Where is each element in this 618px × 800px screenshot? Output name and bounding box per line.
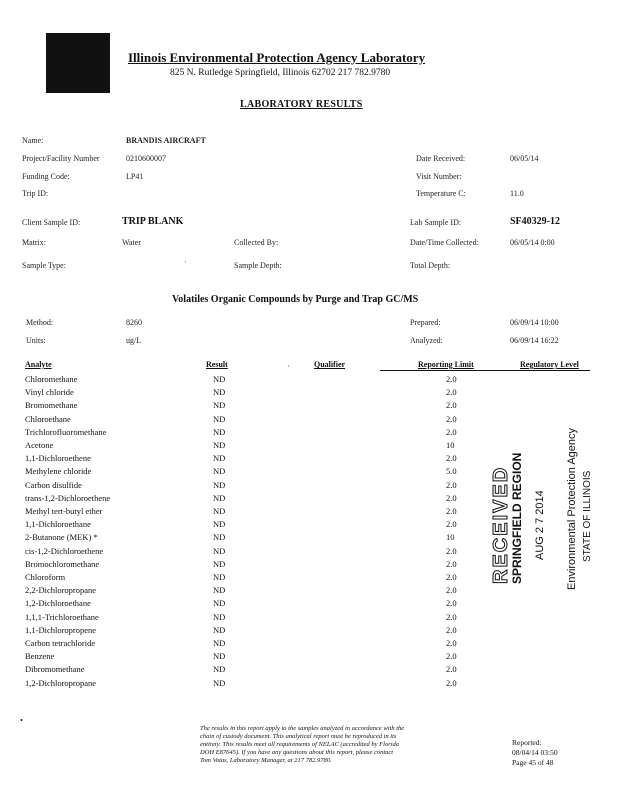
result-cell: ND bbox=[213, 585, 226, 596]
received-stamp: RECEIVED bbox=[490, 465, 512, 584]
collected-by-label: Collected By: bbox=[234, 238, 279, 247]
table-row bbox=[0, 572, 618, 585]
header-rule bbox=[380, 370, 590, 371]
result-cell: ND bbox=[213, 545, 226, 556]
limit-cell: 2.0 bbox=[446, 374, 457, 384]
result-cell: ND bbox=[213, 479, 226, 490]
limit-cell: 2.0 bbox=[446, 426, 457, 437]
limit-cell: 2.0 bbox=[446, 651, 457, 662]
limit-cell: 2.0 bbox=[446, 506, 457, 516]
analyte-cell: Dibromomethane bbox=[25, 664, 85, 675]
matrix-label: Matrix: bbox=[22, 238, 46, 247]
col-result: Result bbox=[206, 360, 228, 369]
limit-cell: 2.0 bbox=[446, 624, 457, 635]
result-cell: ND bbox=[213, 677, 226, 688]
col-analyte: Analyte bbox=[25, 360, 52, 369]
table-row bbox=[0, 546, 618, 559]
limit-cell: 2.0 bbox=[446, 664, 457, 675]
analyte-cell: Bromochloromethane bbox=[25, 558, 100, 569]
result-cell: ND bbox=[213, 664, 226, 675]
mark-tick: ' bbox=[185, 261, 187, 267]
table-row bbox=[0, 559, 618, 572]
table-row bbox=[0, 480, 618, 493]
table-row bbox=[0, 638, 618, 651]
matrix-value: Water bbox=[122, 238, 141, 247]
margin-mark: • bbox=[20, 716, 23, 725]
col-regulatory-level: Regulatory Level bbox=[520, 360, 579, 369]
result-cell: ND bbox=[213, 426, 226, 437]
sample-depth-label: Sample Depth: bbox=[234, 261, 282, 270]
result-cell: ND bbox=[213, 572, 226, 582]
date-collected-label: Date/Time Collected: bbox=[410, 238, 479, 247]
analyte-cell: 2,2-Dichloropropane bbox=[25, 585, 97, 596]
agency-logo-block bbox=[46, 33, 110, 93]
col-separator-dot: · bbox=[287, 362, 290, 371]
table-row bbox=[0, 664, 618, 677]
funding-value: LP41 bbox=[126, 172, 144, 181]
table-row bbox=[0, 678, 618, 691]
client-sample-value: TRIP BLANK bbox=[122, 216, 184, 227]
result-cell: ND bbox=[213, 387, 226, 398]
table-row bbox=[0, 427, 618, 440]
limit-cell: 2.0 bbox=[446, 638, 457, 648]
analyte-cell: trans-1,2-Dichloroethene bbox=[25, 492, 111, 503]
table-row bbox=[0, 532, 618, 545]
client-sample-label: Client Sample ID: bbox=[22, 218, 81, 227]
analyte-cell: Chloroethane bbox=[25, 413, 71, 424]
lab-sample-value: SF40329-12 bbox=[510, 216, 560, 227]
region-stamp: SPRINGFIELD REGION bbox=[510, 452, 524, 584]
report-title: LABORATORY RESULTS bbox=[240, 99, 363, 110]
units-label: Units: bbox=[26, 336, 46, 345]
reported-block bbox=[512, 738, 558, 768]
project-label: Project/Facility Number bbox=[22, 154, 100, 163]
result-cell: ND bbox=[213, 492, 226, 503]
result-cell: ND bbox=[213, 413, 226, 424]
units-value: ug/L bbox=[126, 336, 142, 345]
analyte-cell: 1,2-Dichloroethane bbox=[25, 598, 91, 609]
analyte-cell: Carbon tetrachloride bbox=[25, 638, 96, 648]
limit-cell: 2.0 bbox=[446, 545, 457, 556]
result-cell: ND bbox=[213, 466, 226, 477]
footer-line-4: DOH E87645). If you have any questions about this report, please contact bbox=[200, 749, 394, 756]
analyte-cell: Trichlorofluoromethane bbox=[25, 426, 107, 437]
date-received-value: 06/05/14 bbox=[510, 154, 539, 163]
footer-line-1: The results in this report apply to the samples analyzed in accordance with the bbox=[200, 725, 405, 732]
footer-line-3: entirety. This results meet all requirements of NELAC (accredited by Florida bbox=[200, 741, 400, 748]
footer-line-2: chain of custody document. This analytical report must be reproduced in its bbox=[200, 733, 397, 740]
table-row bbox=[0, 585, 618, 598]
analyte-cell: 2-Butanone (MEK) * bbox=[25, 532, 98, 543]
table-row bbox=[0, 612, 618, 625]
result-cell: ND bbox=[213, 519, 226, 530]
result-cell: ND bbox=[213, 651, 226, 662]
lab-address: 825 N. Rutledge Springfield, Illinois 62702 217 782.9780 bbox=[170, 68, 391, 78]
visit-label: Visit Number: bbox=[416, 172, 462, 181]
state-stamp: STATE OF ILLINOIS bbox=[582, 470, 593, 562]
funding-label: Funding Code: bbox=[22, 172, 70, 181]
table-row bbox=[0, 519, 618, 532]
analyte-cell: Vinyl chloride bbox=[25, 387, 74, 398]
analyte-cell: Bromomethane bbox=[25, 400, 78, 411]
result-cell: ND bbox=[213, 624, 226, 635]
section-title: Volatiles Organic Compounds by Purge and Trap GC/MS bbox=[172, 294, 419, 305]
analyte-cell: Benzene bbox=[25, 651, 55, 662]
limit-cell: 2.0 bbox=[446, 611, 457, 622]
analyte-cell: 1,1-Dichloroethane bbox=[25, 519, 91, 530]
name-value: BRANDIS AIRCRAFT bbox=[126, 136, 206, 145]
analyte-cell: 1,1,1-Trichloroethane bbox=[25, 611, 99, 622]
analyte-cell: 1,2-Dichloropropane bbox=[25, 677, 97, 688]
table-row bbox=[0, 651, 618, 664]
footer-line-5: Tom Votas, Laboratory Manager, at 217 782.9780. bbox=[200, 757, 332, 764]
limit-cell: 2.0 bbox=[446, 519, 457, 530]
footer-disclaimer bbox=[200, 725, 404, 765]
analyte-cell: Carbon disulfide bbox=[25, 479, 82, 490]
trip-label: Trip ID: bbox=[22, 189, 49, 198]
analyzed-value: 06/09/14 16:22 bbox=[510, 336, 559, 345]
analyte-cell: Chloromethane bbox=[25, 374, 78, 384]
analyte-cell: Methyl tert-butyl ether bbox=[25, 506, 103, 516]
total-depth-label: Total Depth: bbox=[410, 261, 451, 270]
date-received-label: Date Received: bbox=[416, 154, 466, 163]
sample-type-label: Sample Type: bbox=[22, 261, 66, 270]
limit-cell: 2.0 bbox=[446, 677, 457, 688]
table-row bbox=[0, 440, 618, 453]
table-row bbox=[0, 387, 618, 400]
lab-title: Illinois Environmental Protection Agency Laboratory bbox=[128, 50, 426, 65]
result-cell: ND bbox=[213, 506, 226, 516]
table-row bbox=[0, 598, 618, 611]
method-value: 8260 bbox=[126, 318, 142, 327]
result-cell: ND bbox=[213, 440, 226, 450]
analyte-cell: cis-1,2-Dichloroethene bbox=[25, 545, 104, 556]
result-cell: ND bbox=[213, 374, 226, 384]
result-cell: ND bbox=[213, 400, 226, 411]
table-row bbox=[0, 466, 618, 479]
limit-cell: 2.0 bbox=[446, 558, 457, 569]
result-cell: ND bbox=[213, 638, 226, 648]
date-stamp: AUG 2 7 2014 bbox=[534, 490, 546, 560]
table-row bbox=[0, 453, 618, 466]
limit-cell: 10 bbox=[446, 440, 455, 450]
prepared-value: 06/09/14 10:00 bbox=[510, 318, 559, 327]
lab-sample-label: Lab Sample ID: bbox=[410, 218, 462, 227]
analyte-cell: 1,1-Dichloropropene bbox=[25, 624, 97, 635]
result-cell: ND bbox=[213, 532, 226, 543]
limit-cell: 2.0 bbox=[446, 387, 457, 398]
result-cell: ND bbox=[213, 453, 226, 464]
analyte-cell: Chloroform bbox=[25, 572, 66, 582]
analyte-cell: Acetone bbox=[25, 440, 54, 450]
table-row bbox=[0, 400, 618, 413]
limit-cell: 5.0 bbox=[446, 466, 457, 477]
limit-cell: 2.0 bbox=[446, 479, 457, 490]
reported-value: 08/04/14 03:50 bbox=[512, 748, 558, 757]
limit-cell: 2.0 bbox=[446, 492, 457, 503]
limit-cell: 2.0 bbox=[446, 413, 457, 424]
project-value: 0210600007 bbox=[126, 154, 166, 163]
limit-cell: 2.0 bbox=[446, 453, 457, 464]
limit-cell: 10 bbox=[446, 532, 455, 543]
agency-stamp: Environmental Protection Agency bbox=[566, 427, 578, 590]
name-label: Name: bbox=[22, 136, 44, 145]
col-reporting-limit: Reporting Limit bbox=[418, 360, 474, 369]
result-cell: ND bbox=[213, 611, 226, 622]
date-collected-value: 06/05/14 0:00 bbox=[510, 238, 555, 247]
analyzed-label: Analyzed: bbox=[410, 336, 443, 345]
limit-cell: 2.0 bbox=[446, 598, 457, 609]
reported-label: Reported: bbox=[512, 738, 542, 747]
table-row bbox=[0, 493, 618, 506]
limit-cell: 2.0 bbox=[446, 400, 457, 411]
method-label: Method: bbox=[26, 318, 54, 327]
table-row bbox=[0, 414, 618, 427]
limit-cell: 2.0 bbox=[446, 585, 457, 596]
table-row bbox=[0, 625, 618, 638]
table-row bbox=[0, 506, 618, 519]
temperature-label: Temperature C: bbox=[416, 189, 466, 198]
analyte-cell: 1,1-Dichloroethene bbox=[25, 453, 91, 464]
temperature-value: 11.0 bbox=[510, 189, 524, 198]
analyte-cell: Methylene chloride bbox=[25, 466, 92, 477]
page-number: Page 45 of 48 bbox=[512, 758, 554, 767]
table-row bbox=[0, 374, 618, 387]
prepared-label: Prepared: bbox=[410, 318, 441, 327]
limit-cell: 2.0 bbox=[446, 572, 457, 582]
result-cell: ND bbox=[213, 558, 226, 569]
result-cell: ND bbox=[213, 598, 226, 609]
col-qualifier: Qualifier bbox=[314, 360, 346, 369]
